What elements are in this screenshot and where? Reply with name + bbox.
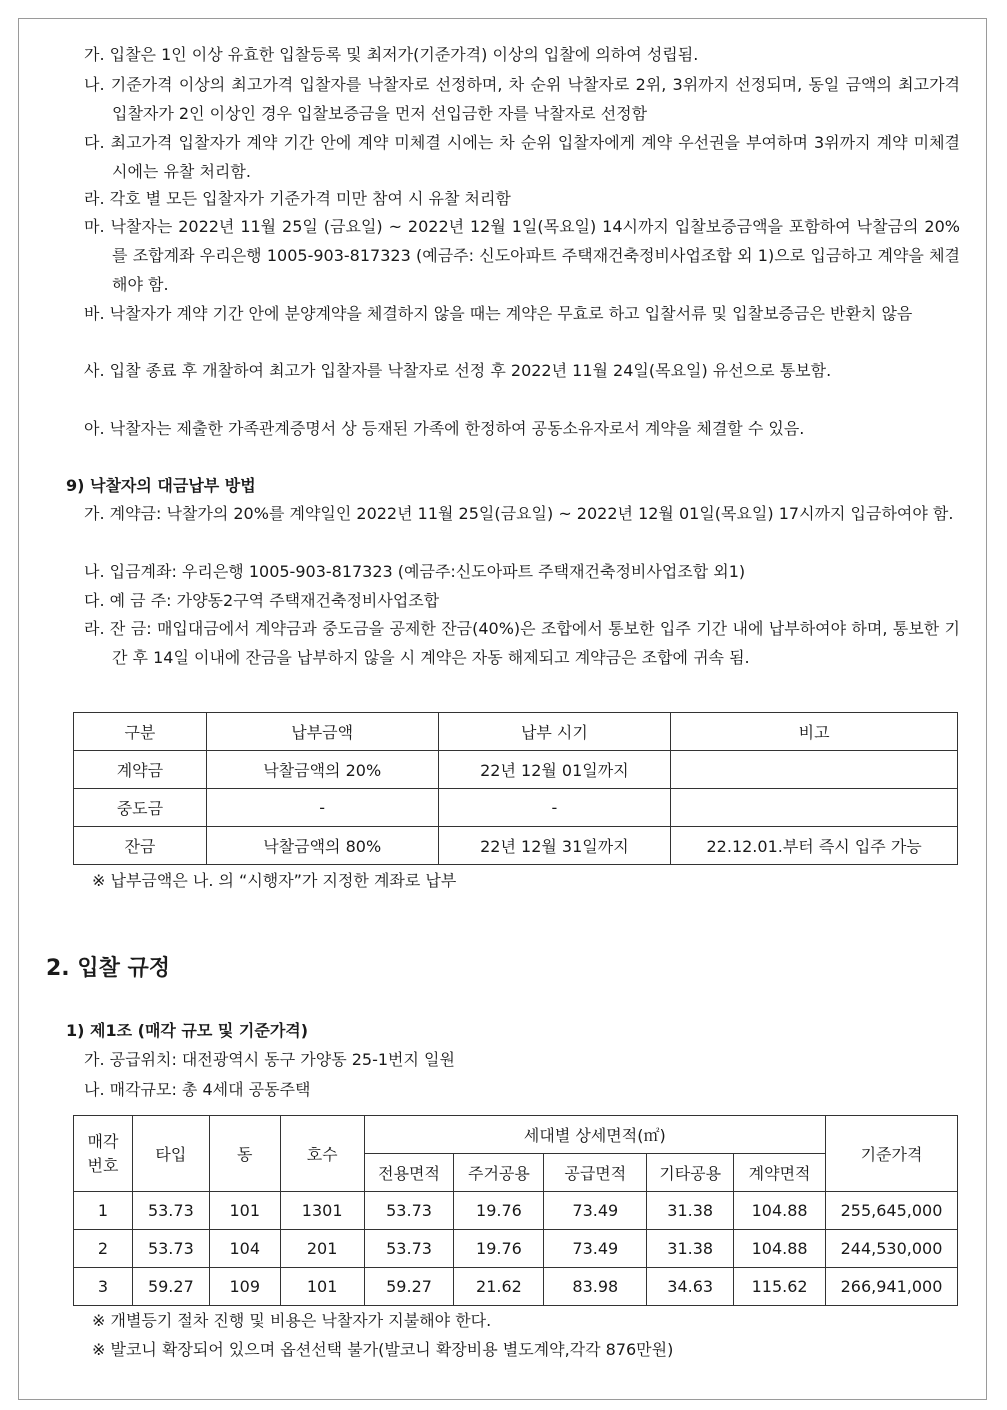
- table-cell: 109: [209, 1268, 280, 1306]
- table-row: [74, 1192, 958, 1230]
- table-cell: 53.73: [364, 1192, 454, 1230]
- table-header-cell: 호수: [280, 1116, 364, 1192]
- table-cell: [671, 751, 958, 789]
- table-cell: -: [438, 789, 671, 827]
- table-cell: 201: [280, 1230, 364, 1268]
- table-header-row: [74, 713, 958, 751]
- table-cell: 2: [74, 1230, 133, 1268]
- table-cell: 101: [280, 1268, 364, 1306]
- table-cell: 59.27: [132, 1268, 209, 1306]
- table-cell: 73.49: [544, 1230, 647, 1268]
- table-header-cell: 계약면적: [734, 1154, 826, 1192]
- bid-rule-item: 나. 기준가격 이상의 최고가격 입찰자를 낙찰자로 선정하며, 차 순위 낙찰자로 2위, 3위까지 선정되며, 동일 금액의 최고가격 입찰자가 2인 이상인 경우 입찰보증금을 먼저 선입금한 자를 낙찰자로 선정함: [84, 75, 960, 123]
- table-cell: 1301: [280, 1192, 364, 1230]
- table-header-cell: 구분: [74, 713, 207, 751]
- table-header-cell: 전용면적: [364, 1154, 454, 1192]
- table-row: [74, 1268, 958, 1306]
- table-header-cell: 동: [209, 1116, 280, 1192]
- payment-item: 나. 입금계좌: 우리은행 1005-903-817323 (예금주:신도아파트 주택재건축정비사업조합 외1): [84, 562, 746, 581]
- table-cell: 266,941,000: [826, 1268, 958, 1306]
- table-cell: 104.88: [734, 1230, 826, 1268]
- payment-item: 다. 예 금 주: 가양동2구역 주택재건축정비사업조합: [84, 591, 440, 610]
- table-cell: 1: [74, 1192, 133, 1230]
- payment-note: ※ 납부금액은 나. 의 “시행자”가 지정한 계좌로 납부: [92, 871, 457, 890]
- table-cell: 83.98: [544, 1268, 647, 1306]
- table-header-cell: 납부금액: [206, 713, 438, 751]
- bid-rule-item: 라. 각호 별 모든 입찰자가 기준가격 미만 참여 시 유찰 처리함: [84, 189, 511, 208]
- bid-rule-item: 마. 낙찰자는 2022년 11월 25일 (금요일) ~ 2022년 12월 1일(목요일) 14시까지 입찰보증금액을 포함하여 낙찰금의 20%를 조합계좌 우리은행 1005-903-817323 (예금주: 신도아파트 주택재건축정비사업조합 외 1)으로 입금하고 계약을 체결해야 함.: [84, 217, 960, 294]
- table-cell: 101: [209, 1192, 280, 1230]
- table-cell: 19.76: [454, 1230, 544, 1268]
- table-header-row: [74, 1116, 958, 1154]
- table-cell: 잔금: [74, 827, 207, 865]
- section-title: 2. 입찰 규정: [46, 956, 170, 981]
- table-cell: 115.62: [734, 1268, 826, 1306]
- table-header-cell: 기타공용: [647, 1154, 734, 1192]
- table-row: [74, 1230, 958, 1268]
- table-cell: 73.49: [544, 1192, 647, 1230]
- table-header-cell: 공급면적: [544, 1154, 647, 1192]
- table-cell: 34.63: [647, 1268, 734, 1306]
- table-cell: 104.88: [734, 1192, 826, 1230]
- bid-rule-item: 바. 낙찰자가 계약 기간 안에 분양계약을 체결하지 않을 때는 계약은 무효로 하고 입찰서류 및 입찰보증금은 반환치 않음: [84, 304, 913, 323]
- table-cell: 3: [74, 1268, 133, 1306]
- article-item: 나. 매각규모: 총 4세대 공동주택: [84, 1080, 311, 1099]
- table-row: [74, 789, 958, 827]
- table-row: [74, 751, 958, 789]
- table-header-cell: 비고: [671, 713, 958, 751]
- balcony-note: ※ 발코니 확장되어 있으며 옵션선택 불가(발코니 확장비용 별도계약,각각 876만원): [92, 1340, 674, 1359]
- sale-units-table: [73, 1115, 958, 1306]
- table-header-cell: 매각 번호: [74, 1116, 133, 1192]
- table-cell: 255,645,000: [826, 1192, 958, 1230]
- table-cell: 244,530,000: [826, 1230, 958, 1268]
- table-cell: [671, 789, 958, 827]
- registration-note: ※ 개별등기 절차 진행 및 비용은 낙찰자가 지불해야 한다.: [92, 1311, 492, 1330]
- payment-table: [73, 712, 958, 865]
- table-header-cell: 주거공용: [454, 1154, 544, 1192]
- payment-item: 라. 잔 금: 매입대금에서 계약금과 중도금을 공제한 잔금(40%)은 조합에서 통보한 입주 기간 내에 납부하여야 하며, 통보한 기간 후 14일 이내에 잔금을 납부하지 않을 시 계약은 자동 해제되고 계약금은 조합에 귀속 됨.: [84, 619, 960, 667]
- table-cell: 19.76: [454, 1192, 544, 1230]
- table-cell: 낙찰금액의 20%: [206, 751, 438, 789]
- article-item: 가. 공급위치: 대전광역시 동구 가양동 25-1번지 일원: [84, 1050, 455, 1069]
- article-heading: 1) 제1조 (매각 규모 및 기준가격): [66, 1021, 309, 1040]
- table-cell: 53.73: [364, 1230, 454, 1268]
- bid-rule-item: 아. 낙찰자는 제출한 가족관계증명서 상 등재된 가족에 한정하여 공동소유자로서 계약을 체결할 수 있음.: [84, 419, 805, 438]
- payment-heading: 9) 낙찰자의 대금납부 방법: [66, 476, 256, 495]
- table-cell: 22.12.01.부터 즉시 입주 가능: [671, 827, 958, 865]
- table-cell: 21.62: [454, 1268, 544, 1306]
- bid-rule-item: 다. 최고가격 입찰자가 계약 기간 안에 계약 미체결 시에는 차 순위 입찰자에게 계약 우선권을 부여하며 3위까지 계약 미체결 시에는 유찰 처리함.: [84, 133, 960, 181]
- table-cell: -: [206, 789, 438, 827]
- table-cell: 22년 12월 31일까지: [438, 827, 671, 865]
- table-row: [74, 827, 958, 865]
- table-cell: 22년 12월 01일까지: [438, 751, 671, 789]
- table-header-cell: 타입: [132, 1116, 209, 1192]
- table-header-cell: 납부 시기: [438, 713, 671, 751]
- table-header-cell: 세대별 상세면적(㎡): [364, 1116, 825, 1154]
- table-cell: 31.38: [647, 1230, 734, 1268]
- table-cell: 중도금: [74, 789, 207, 827]
- table-cell: 낙찰금액의 80%: [206, 827, 438, 865]
- table-header-cell: 기준가격: [826, 1116, 958, 1192]
- payment-item: 가. 계약금: 낙찰가의 20%를 계약일인 2022년 11월 25일(금요일) ~ 2022년 12월 01일(목요일) 17시까지 입금하여야 함.: [84, 504, 954, 523]
- table-cell: 104: [209, 1230, 280, 1268]
- table-cell: 31.38: [647, 1192, 734, 1230]
- table-cell: 59.27: [364, 1268, 454, 1306]
- table-cell: 계약금: [74, 751, 207, 789]
- table-cell: 53.73: [132, 1230, 209, 1268]
- bid-rule-item: 가. 입찰은 1인 이상 유효한 입찰등록 및 최저가(기준가격) 이상의 입찰에 의하여 성립됨.: [84, 45, 699, 64]
- table-cell: 53.73: [132, 1192, 209, 1230]
- bid-rule-item: 사. 입찰 종료 후 개찰하여 최고가 입찰자를 낙찰자로 선정 후 2022년 11월 24일(목요일) 유선으로 통보함.: [84, 361, 832, 380]
